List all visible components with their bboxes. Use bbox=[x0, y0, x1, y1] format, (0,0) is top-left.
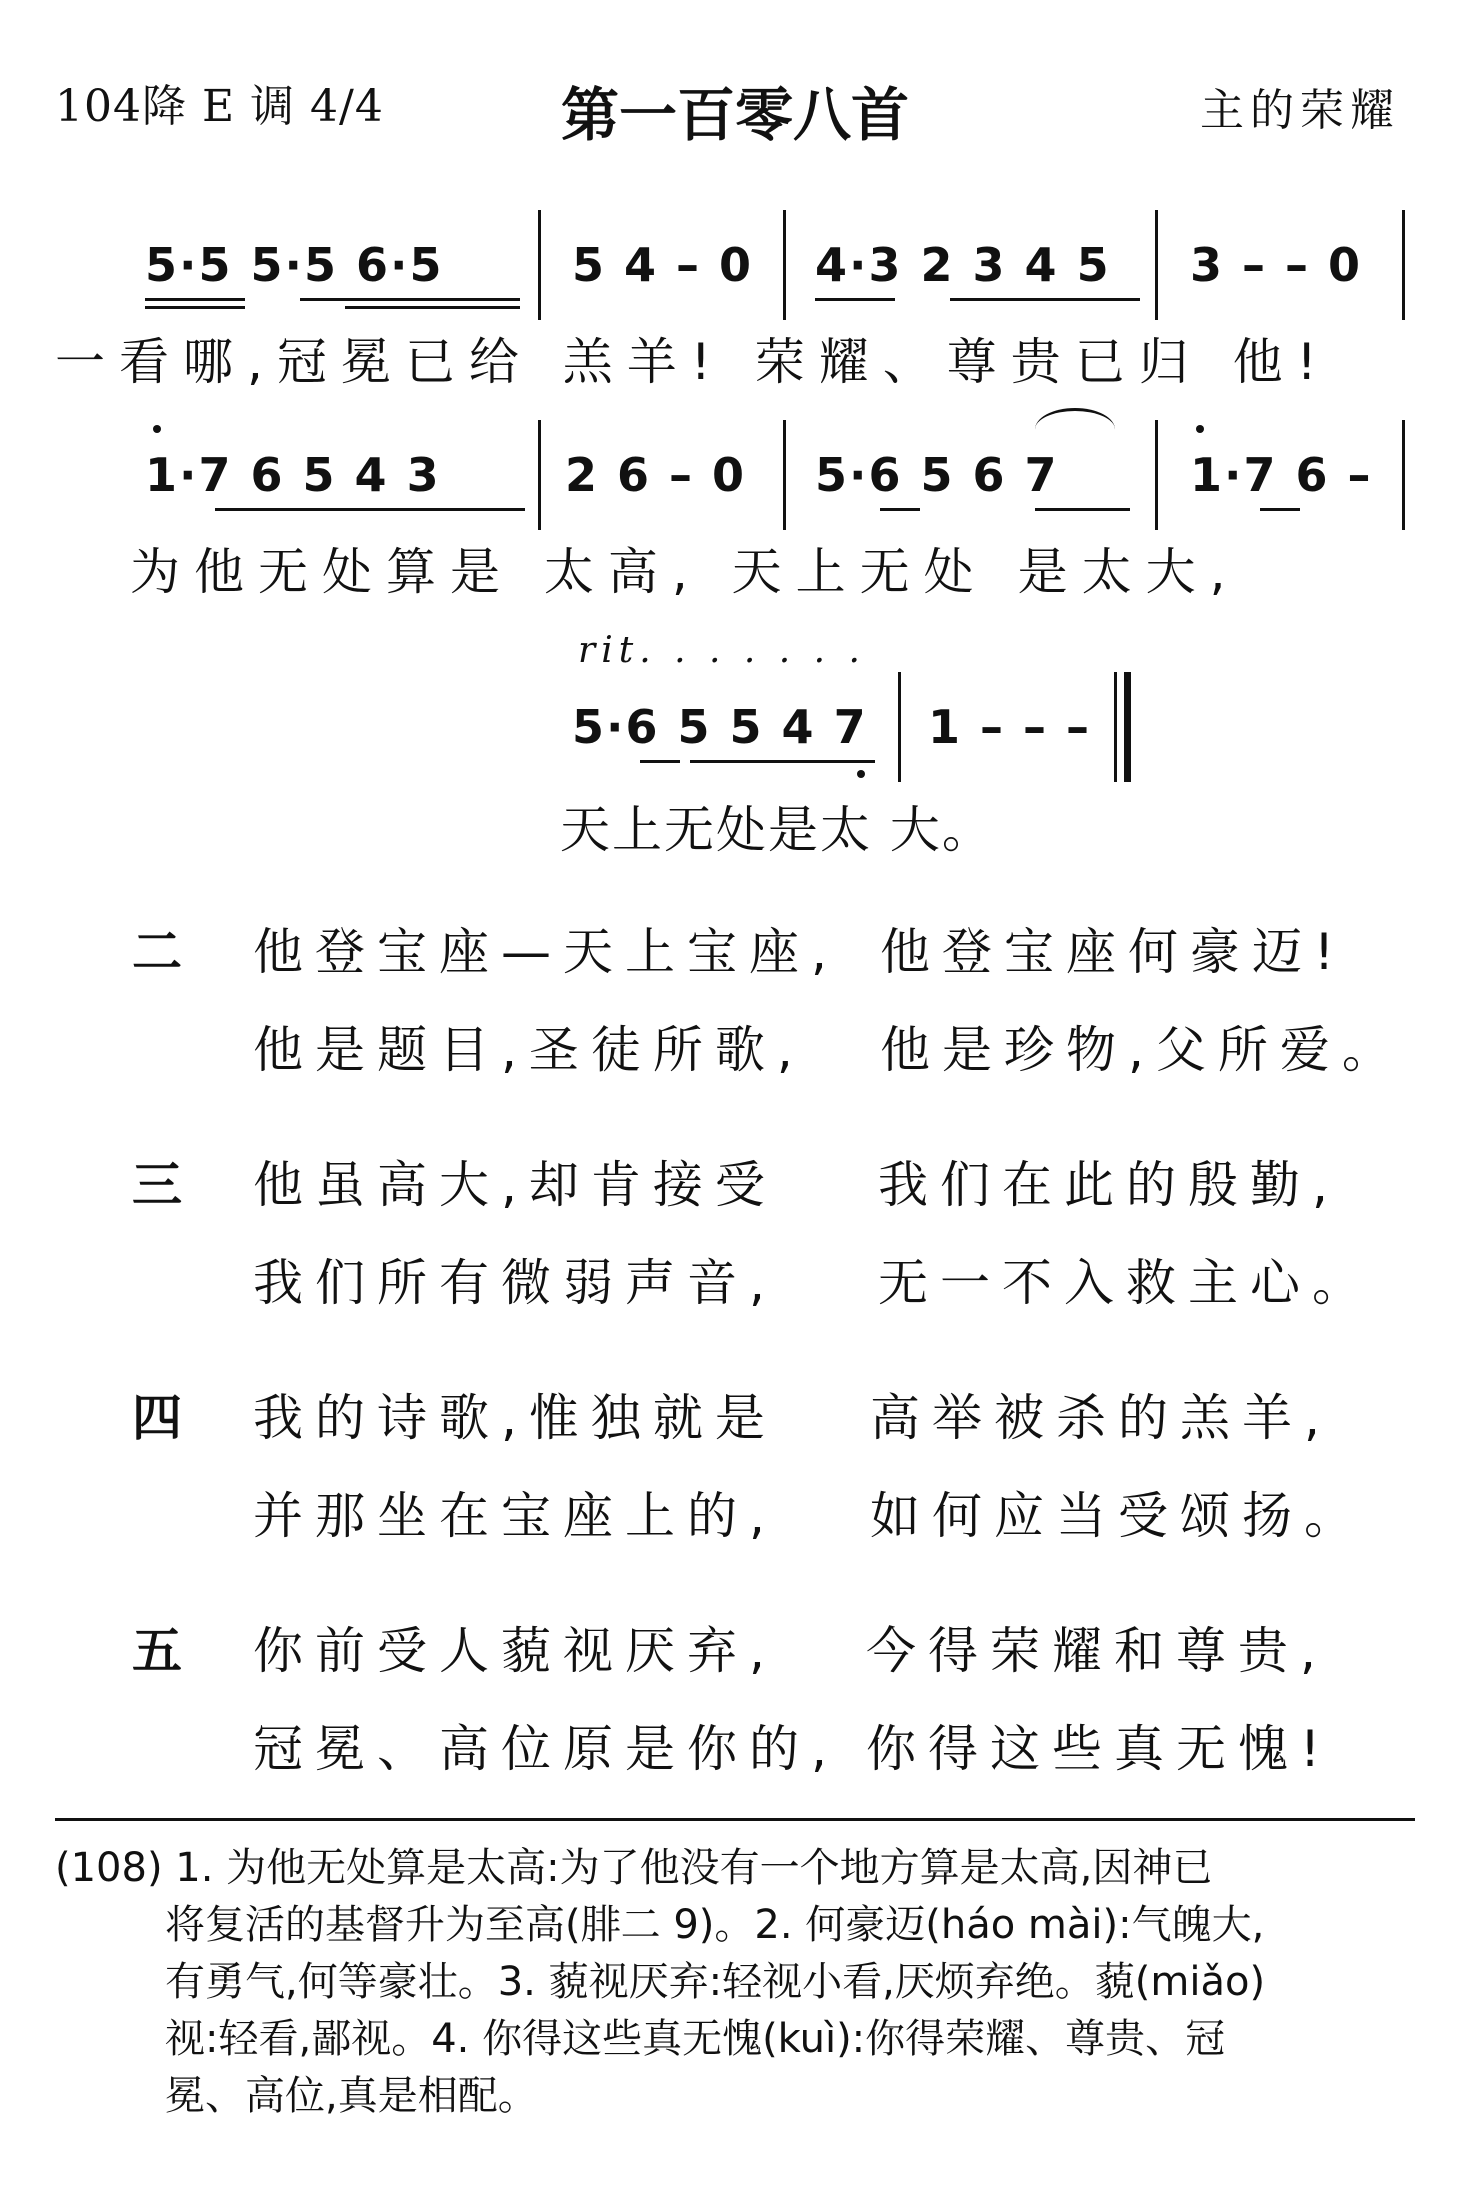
measure-4-notes: 3 – – 0 bbox=[1190, 238, 1363, 292]
verse-line: 无一不入救主心。 bbox=[878, 1254, 1374, 1312]
note-underline bbox=[690, 760, 875, 763]
measure-2-notes: 5 4 – 0 bbox=[572, 238, 754, 292]
measure-2-notes: 2 6 – 0 bbox=[565, 448, 747, 502]
footnote-line: 冕、高位,真是相配。 bbox=[165, 2073, 538, 2119]
final-bar-line-thick bbox=[1124, 672, 1131, 782]
verse-line: 你前受人藐视厌弃, bbox=[253, 1622, 777, 1680]
bar-line bbox=[1155, 420, 1158, 530]
verse-line: 并那坐在宝座上的, bbox=[253, 1487, 777, 1545]
note-underline bbox=[815, 298, 895, 301]
bar-line bbox=[538, 420, 541, 530]
measure-1-notes: 1·7 6 5 4 3 bbox=[145, 448, 441, 502]
measure-3-notes: 4·3 2 3 4 5 bbox=[815, 238, 1111, 292]
verse-line: 他是珍物,父所爱。 bbox=[880, 1021, 1404, 1079]
verse-number: 五 bbox=[132, 1622, 182, 1680]
bar-line bbox=[538, 210, 541, 320]
bar-line bbox=[783, 420, 786, 530]
verse-line: 高举被杀的羔羊, bbox=[870, 1389, 1332, 1447]
hymn-key-signature: 104降 E 调 4/4 bbox=[55, 81, 384, 132]
footnote-line: (108) 1. 为他无处算是太高:为了他没有一个地方算是太高,因神已 bbox=[55, 1845, 1213, 1891]
verse-line: 他登宝座—天上宝座, bbox=[253, 923, 839, 981]
bar-line bbox=[783, 210, 786, 320]
verse-number: 三 bbox=[132, 1156, 182, 1214]
note-underline bbox=[145, 306, 245, 309]
footnote-line: 有勇气,何等豪壮。3. 藐视厌弃:轻视小看,厌烦弃绝。藐(miǎo) bbox=[165, 1959, 1266, 2005]
note-underline bbox=[300, 298, 520, 301]
note-underline bbox=[215, 508, 525, 511]
bar-line bbox=[1402, 210, 1405, 320]
verse-line: 冠冕、高位原是你的, bbox=[253, 1720, 839, 1778]
note-underline bbox=[880, 508, 920, 511]
note-underline bbox=[345, 306, 520, 309]
slur-tie bbox=[1035, 408, 1115, 451]
note-underline bbox=[640, 760, 680, 763]
low-octave-dot bbox=[857, 770, 865, 778]
note-underline bbox=[145, 298, 245, 301]
lyric-line-1: 一看哪,冠冕已给 羔羊! 荣耀、尊贵已归 他! bbox=[55, 333, 1331, 391]
verse-line: 我们所有微弱声音, bbox=[253, 1254, 777, 1312]
final-bar-line bbox=[1114, 672, 1117, 782]
ritardando-marking: rit. . . . . . . bbox=[578, 630, 866, 671]
lyric-line-2: 为他无处算是 太高, 天上无处 是太大, bbox=[130, 543, 1240, 601]
verse-line: 他是题目,圣徒所歌, bbox=[253, 1021, 805, 1079]
measure-4-notes: 1·7 6 – bbox=[1190, 448, 1373, 502]
note-underline bbox=[1035, 508, 1130, 511]
verse-line: 我的诗歌,惟独就是 bbox=[253, 1389, 777, 1447]
measure-1-notes: 5·6 5 5 4 7 bbox=[572, 700, 868, 754]
bar-line bbox=[1155, 210, 1158, 320]
footnote-divider bbox=[55, 1818, 1415, 1821]
lyric-line-3: 天上无处是太 大。 bbox=[560, 801, 994, 859]
verse-line: 他虽高大,却肯接受 bbox=[253, 1156, 777, 1214]
note-underline bbox=[950, 298, 1140, 301]
footnote bbox=[55, 1840, 1425, 2125]
note-underline bbox=[1260, 508, 1300, 511]
measure-1-notes: 5·5 5·5 6·5 bbox=[145, 238, 444, 292]
verse-line: 今得荣耀和尊贵, bbox=[866, 1622, 1328, 1680]
footnote-line: 视:轻看,鄙视。4. 你得这些真无愧(kuì):你得荣耀、尊贵、冠 bbox=[165, 2016, 1226, 2062]
bar-line bbox=[898, 672, 901, 782]
measure-3-notes: 5·6 5 6 7 bbox=[815, 448, 1059, 502]
verse-line: 你得这些真无愧! bbox=[866, 1720, 1333, 1778]
verse-line: 我们在此的殷勤, bbox=[878, 1156, 1340, 1214]
footnote-line: 将复活的基督升为至高(腓二 9)。2. 何豪迈(háo mài):气魄大, bbox=[165, 1902, 1265, 1948]
measure-2-notes: 1 – – – bbox=[928, 700, 1092, 754]
verse-line: 他登宝座何豪迈! bbox=[880, 923, 1347, 981]
hymn-subtitle: 主的荣耀 bbox=[1200, 85, 1400, 136]
bar-line bbox=[1402, 420, 1405, 530]
page-title: 第一百零八首 bbox=[560, 81, 909, 149]
high-octave-dot bbox=[1196, 425, 1204, 433]
verse-number: 二 bbox=[132, 923, 182, 981]
high-octave-dot bbox=[153, 425, 161, 433]
verse-number: 四 bbox=[132, 1389, 182, 1447]
verse-line: 如何应当受颂扬。 bbox=[870, 1487, 1366, 1545]
